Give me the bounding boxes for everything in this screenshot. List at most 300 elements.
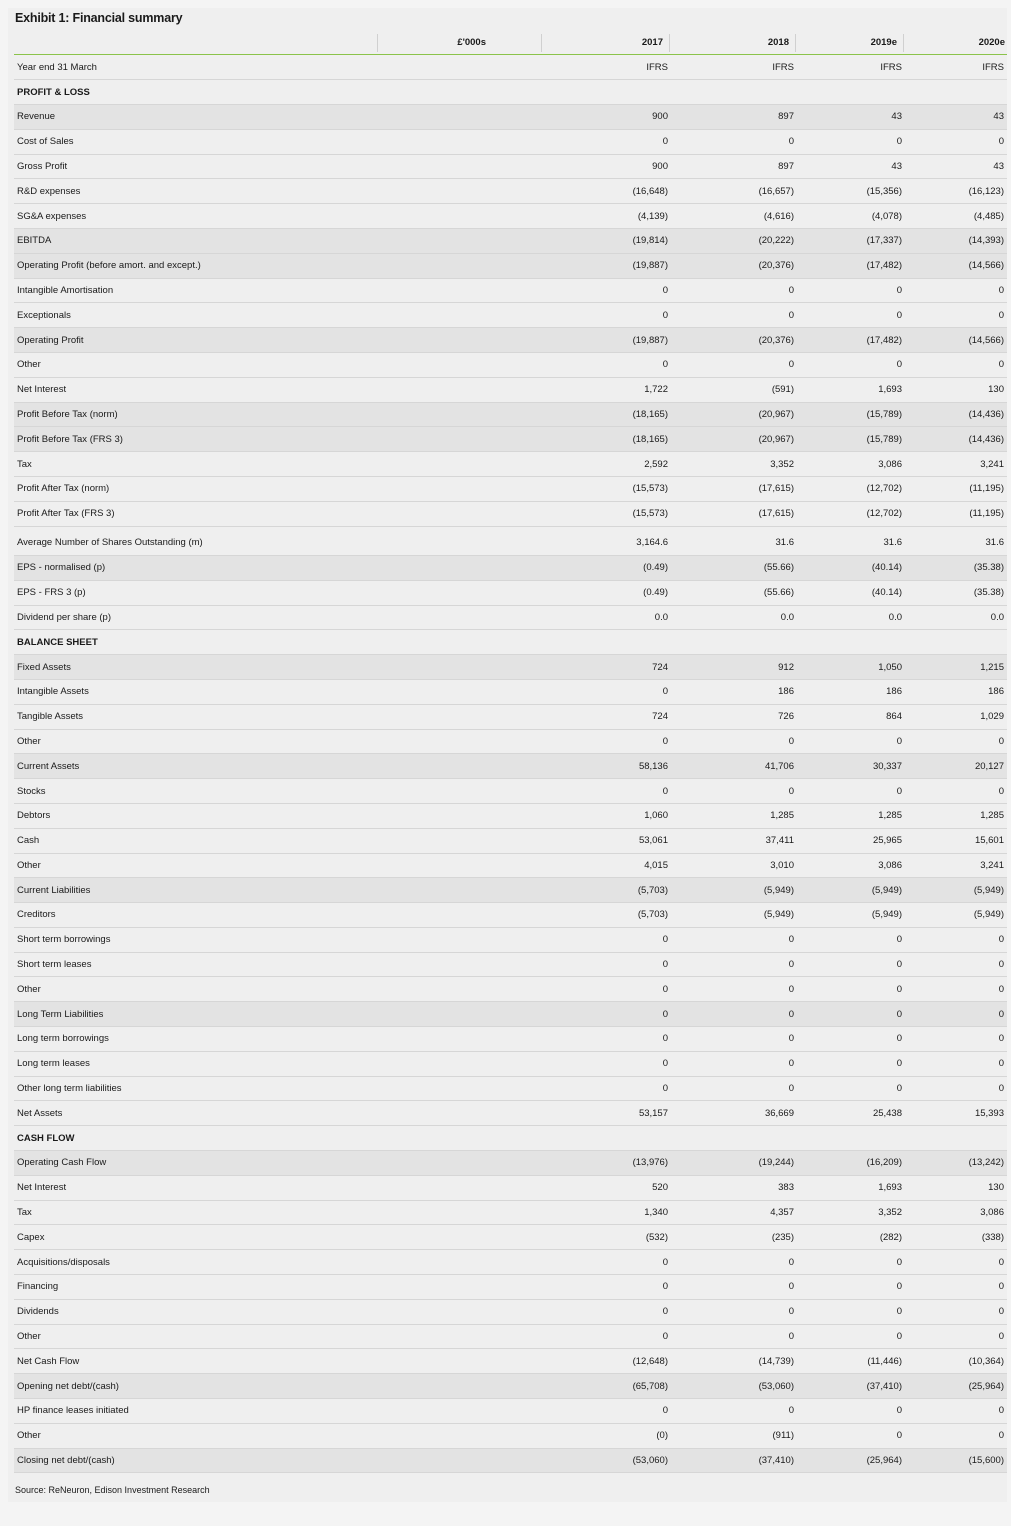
row-value: 0 — [671, 1002, 797, 1027]
row-value: (55.66) — [671, 580, 797, 605]
row-value: 0.0 — [797, 605, 905, 630]
row-value: (20,967) — [671, 427, 797, 452]
row-label: Closing net debt/(cash) — [14, 1448, 544, 1473]
table-row — [14, 1151, 1007, 1176]
table-row — [14, 1299, 1007, 1324]
row-value: (14,436) — [905, 402, 1007, 427]
row-value: 3,164.6 — [544, 531, 671, 556]
row-value: 0 — [544, 353, 671, 378]
row-value: 0 — [797, 1423, 905, 1448]
row-label: Profit After Tax (norm) — [14, 477, 544, 502]
table-row — [14, 1399, 1007, 1424]
row-value: 53,061 — [544, 828, 671, 853]
row-value: 0 — [797, 1299, 905, 1324]
row-value: IFRS — [905, 55, 1007, 80]
row-label: Net Assets — [14, 1101, 544, 1126]
row-value: 31.6 — [905, 531, 1007, 556]
row-value: 900 — [544, 105, 671, 130]
row-value: (15,789) — [797, 427, 905, 452]
row-value: 0 — [905, 353, 1007, 378]
row-label: Other — [14, 353, 544, 378]
row-value: (18,165) — [544, 427, 671, 452]
row-value: 0 — [544, 1002, 671, 1027]
row-value: 724 — [544, 655, 671, 680]
row-label: Dividend per share (p) — [14, 605, 544, 630]
row-value: 0.0 — [544, 605, 671, 630]
row-value: (5,949) — [671, 903, 797, 928]
row-value: 0 — [671, 977, 797, 1002]
row-value: 0 — [671, 1051, 797, 1076]
row-value: (911) — [671, 1423, 797, 1448]
financial-table-body — [14, 55, 1007, 1473]
table-row — [14, 377, 1007, 402]
table-row — [14, 605, 1007, 630]
row-value: 0 — [671, 303, 797, 328]
row-value: (12,702) — [797, 501, 905, 526]
row-value: 31.6 — [671, 531, 797, 556]
row-value: (5,949) — [671, 878, 797, 903]
row-value: (35.38) — [905, 580, 1007, 605]
row-value: (17,482) — [797, 328, 905, 353]
table-header — [14, 32, 1007, 55]
row-value: 1,693 — [797, 377, 905, 402]
row-value: (0.49) — [544, 555, 671, 580]
row-label: Net Interest — [14, 377, 544, 402]
row-label: Other — [14, 729, 544, 754]
row-value: (0.49) — [544, 580, 671, 605]
table-row — [14, 952, 1007, 977]
row-value: (13,976) — [544, 1151, 671, 1176]
table-row — [14, 927, 1007, 952]
row-value: 0 — [905, 1324, 1007, 1349]
row-value: 3,241 — [905, 452, 1007, 477]
section-header-row — [14, 1126, 1007, 1151]
row-label: EPS - FRS 3 (p) — [14, 580, 544, 605]
row-value: IFRS — [797, 55, 905, 80]
row-label: Intangible Amortisation — [14, 278, 544, 303]
row-value: (40.14) — [797, 580, 905, 605]
header-year-2020e: 2020e — [978, 37, 1005, 48]
header-year-2019e: 2019e — [870, 37, 897, 48]
table-row — [14, 1051, 1007, 1076]
source-note: Source: ReNeuron, Edison Investment Research — [15, 1485, 210, 1495]
row-label: Acquisitions/disposals — [14, 1250, 544, 1275]
table-row — [14, 679, 1007, 704]
row-value: (17,615) — [671, 501, 797, 526]
row-value: 3,086 — [905, 1200, 1007, 1225]
row-value: (15,573) — [544, 477, 671, 502]
row-value: (18,165) — [544, 402, 671, 427]
row-value: (40.14) — [797, 555, 905, 580]
row-label: Cash — [14, 828, 544, 853]
row-label: Operating Cash Flow — [14, 1151, 544, 1176]
table-row — [14, 55, 1007, 80]
row-value: 0 — [544, 1399, 671, 1424]
row-value: 0 — [797, 129, 905, 154]
row-value: (37,410) — [797, 1374, 905, 1399]
row-value: (12,648) — [544, 1349, 671, 1374]
row-label: Current Assets — [14, 754, 544, 779]
row-value: 0 — [671, 1299, 797, 1324]
row-label: Other — [14, 1324, 544, 1349]
table-row — [14, 580, 1007, 605]
table-row — [14, 129, 1007, 154]
row-value: 0 — [544, 129, 671, 154]
row-value: 58,136 — [544, 754, 671, 779]
row-value: 0 — [797, 1076, 905, 1101]
header-separator — [903, 34, 904, 52]
row-value: 0 — [905, 1275, 1007, 1300]
row-label: Year end 31 March — [14, 55, 544, 80]
table-row — [14, 729, 1007, 754]
row-value: 0 — [544, 679, 671, 704]
row-value: 0 — [797, 303, 905, 328]
row-value: 0 — [797, 1250, 905, 1275]
row-label: Other long term liabilities — [14, 1076, 544, 1101]
row-label: Intangible Assets — [14, 679, 544, 704]
row-value: 15,393 — [905, 1101, 1007, 1126]
row-value: 2,592 — [544, 452, 671, 477]
row-value: 0 — [544, 1076, 671, 1101]
row-value: (25,964) — [797, 1448, 905, 1473]
header-year-2018: 2018 — [767, 37, 789, 48]
exhibit-title: Exhibit 1: Financial summary — [15, 11, 183, 25]
row-value: 0 — [797, 952, 905, 977]
row-value: (16,209) — [797, 1151, 905, 1176]
row-value: 1,050 — [797, 655, 905, 680]
financial-summary-panel — [8, 8, 1007, 1502]
row-value: 0 — [671, 927, 797, 952]
row-label: Creditors — [14, 903, 544, 928]
row-value: 0 — [671, 1324, 797, 1349]
table-row — [14, 1225, 1007, 1250]
table-row — [14, 555, 1007, 580]
row-value: (17,337) — [797, 229, 905, 254]
row-value: 520 — [544, 1175, 671, 1200]
row-value: 897 — [671, 154, 797, 179]
row-value: (14,393) — [905, 229, 1007, 254]
row-value: (16,123) — [905, 179, 1007, 204]
row-value: 3,086 — [797, 452, 905, 477]
row-value: (4,078) — [797, 204, 905, 229]
row-label: Other — [14, 977, 544, 1002]
row-value: 1,340 — [544, 1200, 671, 1225]
row-value: 0 — [797, 1027, 905, 1052]
row-value: 0 — [797, 729, 905, 754]
row-label: R&D expenses — [14, 179, 544, 204]
row-value: IFRS — [544, 55, 671, 80]
row-value: (10,364) — [905, 1349, 1007, 1374]
row-label: Debtors — [14, 803, 544, 828]
row-value: (35.38) — [905, 555, 1007, 580]
row-value: 0 — [905, 1076, 1007, 1101]
row-value: 1,285 — [905, 803, 1007, 828]
row-value: (4,616) — [671, 204, 797, 229]
row-label: Dividends — [14, 1299, 544, 1324]
row-label: Short term leases — [14, 952, 544, 977]
row-value: 0 — [544, 927, 671, 952]
row-value: 0 — [905, 1027, 1007, 1052]
row-value: 186 — [905, 679, 1007, 704]
header-separator — [795, 34, 796, 52]
row-value: (5,703) — [544, 878, 671, 903]
row-label: Stocks — [14, 779, 544, 804]
row-value: 0 — [671, 1027, 797, 1052]
row-value: 1,029 — [905, 704, 1007, 729]
header-year-2017: 2017 — [641, 37, 663, 48]
table-row — [14, 1374, 1007, 1399]
row-value: (15,356) — [797, 179, 905, 204]
row-label: Tax — [14, 1200, 544, 1225]
row-label: Opening net debt/(cash) — [14, 1374, 544, 1399]
table-row — [14, 1101, 1007, 1126]
table-row — [14, 353, 1007, 378]
row-label: Long Term Liabilities — [14, 1002, 544, 1027]
row-value: (11,195) — [905, 477, 1007, 502]
row-value: 41,706 — [671, 754, 797, 779]
table-row — [14, 655, 1007, 680]
row-value: 0 — [671, 278, 797, 303]
row-value: (16,657) — [671, 179, 797, 204]
row-value: 0 — [797, 927, 905, 952]
row-value: (53,060) — [544, 1448, 671, 1473]
row-value: 0 — [671, 353, 797, 378]
row-value: 43 — [905, 154, 1007, 179]
row-value: 864 — [797, 704, 905, 729]
row-value: (53,060) — [671, 1374, 797, 1399]
row-value: (25,964) — [905, 1374, 1007, 1399]
row-value: (17,615) — [671, 477, 797, 502]
table-row — [14, 1349, 1007, 1374]
table-row — [14, 1175, 1007, 1200]
table-row — [14, 1200, 1007, 1225]
table-row — [14, 803, 1007, 828]
row-value: (37,410) — [671, 1448, 797, 1473]
row-value: (55.66) — [671, 555, 797, 580]
row-value: 1,215 — [905, 655, 1007, 680]
row-label: Cost of Sales — [14, 129, 544, 154]
row-label: Tangible Assets — [14, 704, 544, 729]
section-title: BALANCE SHEET — [14, 630, 1007, 655]
row-value: 0 — [671, 779, 797, 804]
row-label: EBITDA — [14, 229, 544, 254]
table-row — [14, 452, 1007, 477]
row-value: 0 — [797, 977, 905, 1002]
row-value: 0 — [905, 278, 1007, 303]
table-row — [14, 278, 1007, 303]
row-value: (0) — [544, 1423, 671, 1448]
row-value: 0 — [797, 1002, 905, 1027]
row-value: 0 — [544, 1027, 671, 1052]
row-value: (15,789) — [797, 402, 905, 427]
row-value: 0 — [905, 1002, 1007, 1027]
row-value: 726 — [671, 704, 797, 729]
row-value: (13,242) — [905, 1151, 1007, 1176]
row-label: Long term leases — [14, 1051, 544, 1076]
row-value: 0 — [544, 952, 671, 977]
row-value: (5,949) — [905, 878, 1007, 903]
row-label: Current Liabilities — [14, 878, 544, 903]
row-label: Exceptionals — [14, 303, 544, 328]
table-row — [14, 105, 1007, 130]
row-value: 0 — [671, 1250, 797, 1275]
row-value: 20,127 — [905, 754, 1007, 779]
row-value: (11,446) — [797, 1349, 905, 1374]
row-label: Long term borrowings — [14, 1027, 544, 1052]
row-label: Profit Before Tax (norm) — [14, 402, 544, 427]
row-value: 0.0 — [671, 605, 797, 630]
row-value: 1,285 — [797, 803, 905, 828]
row-value: 0 — [671, 1076, 797, 1101]
row-label: Average Number of Shares Outstanding (m) — [14, 531, 544, 556]
row-value: 1,693 — [797, 1175, 905, 1200]
row-value: 0.0 — [905, 605, 1007, 630]
row-value: 0 — [544, 278, 671, 303]
row-value: (5,949) — [905, 903, 1007, 928]
row-value: 0 — [544, 303, 671, 328]
row-value: (14,436) — [905, 427, 1007, 452]
row-value: 0 — [544, 1051, 671, 1076]
row-value: 0 — [905, 729, 1007, 754]
table-row — [14, 204, 1007, 229]
row-value: 3,352 — [797, 1200, 905, 1225]
row-value: 900 — [544, 154, 671, 179]
table-row — [14, 704, 1007, 729]
row-value: 0 — [905, 1399, 1007, 1424]
table-row — [14, 253, 1007, 278]
row-value: 0 — [671, 129, 797, 154]
row-value: 36,669 — [671, 1101, 797, 1126]
row-label: Operating Profit — [14, 328, 544, 353]
row-value: (235) — [671, 1225, 797, 1250]
row-value: (15,573) — [544, 501, 671, 526]
row-value: (19,244) — [671, 1151, 797, 1176]
row-value: 0 — [905, 1250, 1007, 1275]
row-value: 1,722 — [544, 377, 671, 402]
row-label: Net Cash Flow — [14, 1349, 544, 1374]
row-value: 0 — [671, 952, 797, 977]
row-value: (14,739) — [671, 1349, 797, 1374]
row-value: 0 — [905, 129, 1007, 154]
row-value: (20,967) — [671, 402, 797, 427]
row-value: 43 — [797, 105, 905, 130]
row-value: 0 — [905, 1299, 1007, 1324]
row-value: 0 — [905, 303, 1007, 328]
financial-table — [14, 55, 1007, 1473]
table-row — [14, 853, 1007, 878]
table-row — [14, 754, 1007, 779]
table-row — [14, 1448, 1007, 1473]
row-value: 4,015 — [544, 853, 671, 878]
row-value: (532) — [544, 1225, 671, 1250]
table-row — [14, 477, 1007, 502]
row-value: (11,195) — [905, 501, 1007, 526]
table-row — [14, 1275, 1007, 1300]
row-value: 0 — [797, 353, 905, 378]
row-value: 383 — [671, 1175, 797, 1200]
row-value: 0 — [671, 1275, 797, 1300]
row-value: 897 — [671, 105, 797, 130]
header-unit: £'000s — [457, 37, 486, 48]
row-label: Other — [14, 1423, 544, 1448]
row-value: 53,157 — [544, 1101, 671, 1126]
row-value: (65,708) — [544, 1374, 671, 1399]
row-value: 0 — [905, 1423, 1007, 1448]
row-value: 25,965 — [797, 828, 905, 853]
row-value: 0 — [797, 779, 905, 804]
row-value: 912 — [671, 655, 797, 680]
row-label: Net Interest — [14, 1175, 544, 1200]
table-row — [14, 1324, 1007, 1349]
table-row — [14, 402, 1007, 427]
row-value: (15,600) — [905, 1448, 1007, 1473]
table-row — [14, 1250, 1007, 1275]
table-row — [14, 328, 1007, 353]
row-value: (282) — [797, 1225, 905, 1250]
row-value: (14,566) — [905, 328, 1007, 353]
row-value: 0 — [671, 1399, 797, 1424]
row-value: (19,887) — [544, 328, 671, 353]
row-value: 0 — [797, 1275, 905, 1300]
table-row — [14, 977, 1007, 1002]
row-value: 0 — [797, 1324, 905, 1349]
row-value: 3,086 — [797, 853, 905, 878]
row-value: (20,376) — [671, 328, 797, 353]
row-value: 0 — [544, 729, 671, 754]
row-value: 130 — [905, 1175, 1007, 1200]
table-row — [14, 828, 1007, 853]
row-label: Profit After Tax (FRS 3) — [14, 501, 544, 526]
row-value: 1,285 — [671, 803, 797, 828]
row-label: Profit Before Tax (FRS 3) — [14, 427, 544, 452]
table-row — [14, 1027, 1007, 1052]
header-separator — [541, 34, 542, 52]
row-value: IFRS — [671, 55, 797, 80]
table-row — [14, 779, 1007, 804]
row-value: 0 — [905, 952, 1007, 977]
row-label: Capex — [14, 1225, 544, 1250]
row-value: 724 — [544, 704, 671, 729]
row-value: (16,648) — [544, 179, 671, 204]
row-value: 0 — [544, 1324, 671, 1349]
row-label: Financing — [14, 1275, 544, 1300]
row-value: (19,887) — [544, 253, 671, 278]
row-value: 130 — [905, 377, 1007, 402]
row-value: 3,241 — [905, 853, 1007, 878]
row-label: SG&A expenses — [14, 204, 544, 229]
row-value: 1,060 — [544, 803, 671, 828]
row-value: 0 — [544, 1250, 671, 1275]
row-value: 0 — [797, 278, 905, 303]
row-value: (12,702) — [797, 477, 905, 502]
row-value: (20,376) — [671, 253, 797, 278]
row-value: 43 — [905, 105, 1007, 130]
row-value: 186 — [671, 679, 797, 704]
row-label: Fixed Assets — [14, 655, 544, 680]
table-row — [14, 531, 1007, 556]
row-value: (5,949) — [797, 878, 905, 903]
section-title: PROFIT & LOSS — [14, 80, 1007, 105]
table-row — [14, 154, 1007, 179]
row-value: 37,411 — [671, 828, 797, 853]
row-value: (591) — [671, 377, 797, 402]
row-value: 3,010 — [671, 853, 797, 878]
row-value: (5,949) — [797, 903, 905, 928]
table-row — [14, 179, 1007, 204]
row-value: 0 — [905, 779, 1007, 804]
row-label: Other — [14, 853, 544, 878]
row-value: (14,566) — [905, 253, 1007, 278]
